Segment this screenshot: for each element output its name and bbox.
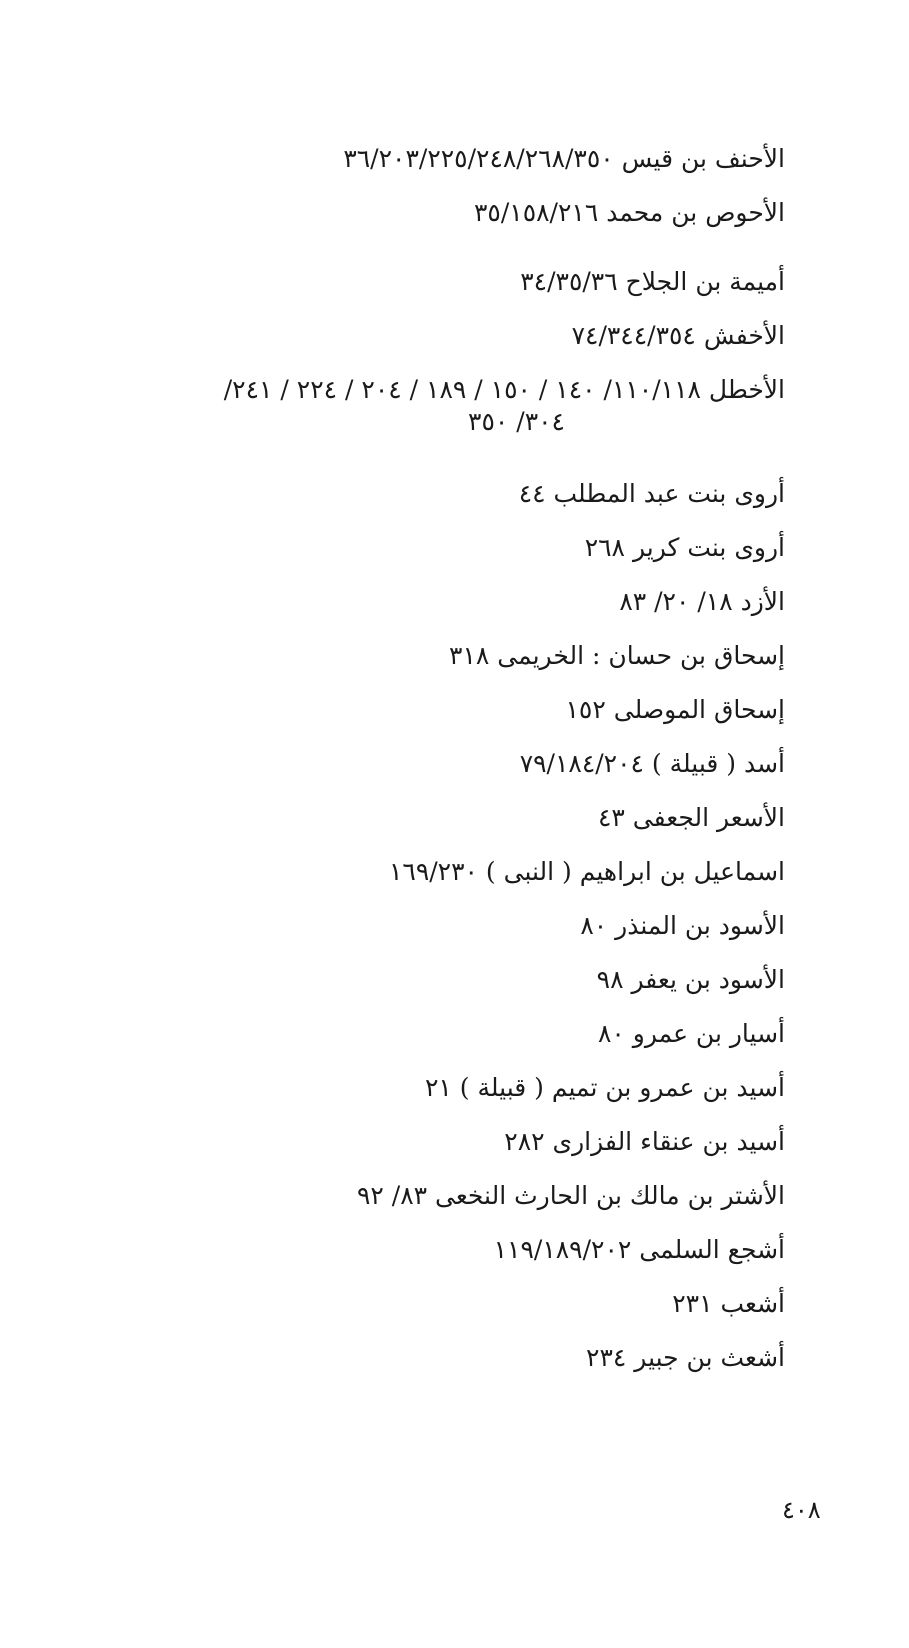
index-entry-ahnaf: الأحنف بن قيس ٣٦/٢٠٣/٢٢٥/٢٤٨/٢٦٨/٣٥٠ xyxy=(343,144,785,173)
index-entry-aswad-yafur: الأسود بن يعفر ٩٨ xyxy=(596,965,785,994)
index-entry-akhtal-pages: الأخطل ١١٠/١١٨/ ١٤٠ / ١٥٠ / ١٨٩ / ٢٠٤ / ٢٢٤ / ٢٤١/ xyxy=(223,375,785,404)
index-entry-akhfash: الأخفش ٧٤/٣٤٤/٣٥٤ xyxy=(571,321,785,350)
index-entry-asar-jufi: الأسعر الجعفى ٤٣ xyxy=(597,803,785,832)
index-entry-akhtal xyxy=(65,374,785,438)
index-entry-usayd-anqa: أسيد بن عنقاء الفزارى ٢٨٢ xyxy=(504,1127,785,1156)
index-entry-asad: أسد ( قبيلة ) ٧٩/١٨٤/٢٠٤ xyxy=(519,749,785,778)
index-entry-usayd-tamim: أسيد بن عمرو بن تميم ( قبيلة ) ٢١ xyxy=(424,1073,785,1102)
index-entry-ashtar: الأشتر بن مالك بن الحارث النخعى ٨٣/ ٩٢ xyxy=(356,1181,785,1210)
index-entry-ashab: أشعب ٢٣١ xyxy=(672,1289,785,1318)
index-entry-asyar: أسيار بن عمرو ٨٠ xyxy=(597,1019,785,1048)
index-entry-ashja: أشجع السلمى ١١٩/١٨٩/٢٠٢ xyxy=(493,1235,785,1264)
index-entry-ismail: اسماعيل بن ابراهيم ( النبى ) ١٦٩/٢٣٠ xyxy=(388,857,785,886)
index-entry-ashath: أشعث بن جبير ٢٣٤ xyxy=(586,1343,785,1372)
index-entry-umaima: أميمة بن الجلاح ٣٤/٣٥/٣٦ xyxy=(520,267,785,296)
index-entry-arwa-kurayz: أروى بنت كرير ٢٦٨ xyxy=(584,533,785,562)
page-number: ٤٠٨ xyxy=(782,1496,821,1524)
index-entry-azd: الأزد ١٨/ ٢٠/ ٨٣ xyxy=(619,587,785,616)
index-entry-arwa-abd-almuttalib: أروى بنت عبد المطلب ٤٤ xyxy=(518,479,785,508)
index-entry-aswad-mundhir: الأسود بن المنذر ٨٠ xyxy=(580,911,785,940)
index-entry-ahwas: الأحوص بن محمد ٣٥/١٥٨/٢١٦ xyxy=(473,198,785,227)
index-entry-ishaq-mawsili: إسحاق الموصلى ١٥٢ xyxy=(565,695,785,724)
index-entry-akhtal-continuation: ٣٠٤/ ٣٥٠ xyxy=(468,407,565,436)
index-entry-ishaq-hassan: إسحاق بن حسان : الخريمى ٣١٨ xyxy=(449,641,785,670)
